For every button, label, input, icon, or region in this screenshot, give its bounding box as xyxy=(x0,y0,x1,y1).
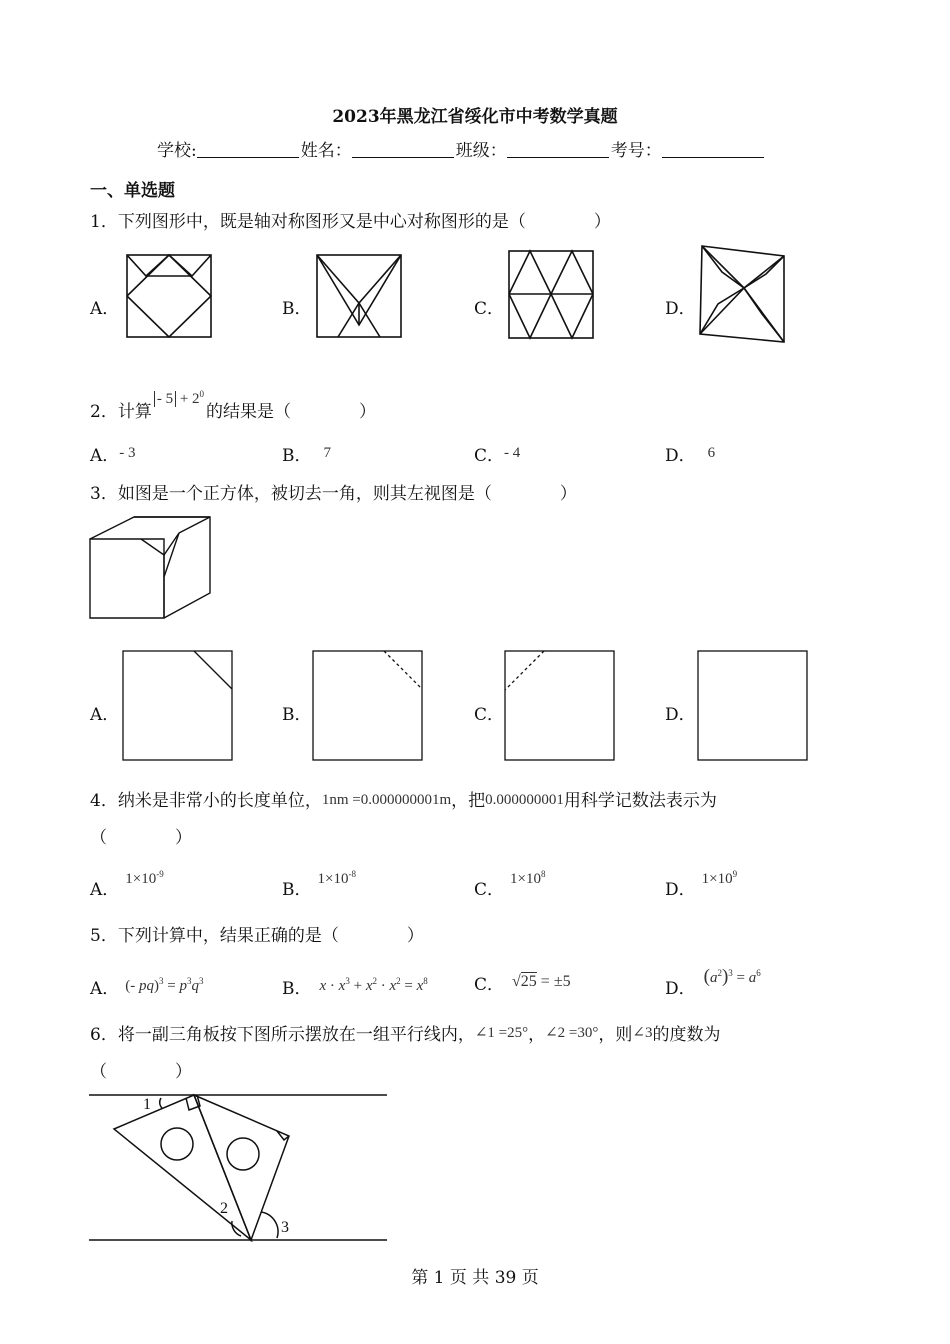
q4-option-a-label: A． xyxy=(90,880,120,900)
q2-option-a-label: A． xyxy=(90,446,120,466)
q6-angle-3: ∠3 xyxy=(632,1025,653,1041)
q4-option-b-value xyxy=(318,871,356,887)
q2-option-b[interactable] xyxy=(282,445,331,468)
question-4 xyxy=(90,790,717,813)
exam-no-blank[interactable] xyxy=(662,142,764,158)
q6-circle-1 xyxy=(161,1128,193,1160)
exam-no-label: 考号： xyxy=(610,141,662,161)
q5-option-a-formula: (- $pq)^3 = p^3q^3$ xyxy=(125,976,204,994)
q3-cut-edge xyxy=(164,533,179,618)
q1a-diamond xyxy=(127,255,211,337)
q4-option-c[interactable] xyxy=(474,869,546,902)
q4-post: 用科学记数法表示为 xyxy=(563,791,717,811)
class-blank[interactable] xyxy=(507,142,609,158)
q6-number: 6． xyxy=(90,1025,118,1045)
q3-text: 如图是一个正方体，被切去一角，则其左视图是（ ） xyxy=(117,484,577,504)
q1-option-c-label[interactable]: C． xyxy=(474,299,505,319)
q5-option-c-formula: √25 = ±5 xyxy=(512,973,571,990)
q2-pre: 计算 xyxy=(117,402,152,422)
question-3 xyxy=(90,483,577,505)
q5-option-b-label: B． xyxy=(282,979,312,999)
q1a-square xyxy=(127,255,211,337)
q4-expression-2: 0.000000001 xyxy=(485,792,564,808)
q4b-exp: -8 xyxy=(348,869,356,879)
student-info-line xyxy=(157,140,766,162)
question-1 xyxy=(90,211,611,233)
q2-option-c-value: - 4 xyxy=(504,445,521,461)
q3-cube-figure xyxy=(89,515,213,621)
q1-option-d-label[interactable]: D． xyxy=(665,299,696,319)
q1c-top-triangles xyxy=(509,251,593,294)
q3a-cut-line xyxy=(194,651,232,689)
q5-option-d[interactable] xyxy=(665,966,761,1001)
q4-option-d-label: D． xyxy=(665,880,696,900)
q5-number: 5． xyxy=(90,926,118,946)
q4-option-d-value xyxy=(702,871,737,887)
q6-post: 的度数为 xyxy=(652,1025,721,1045)
q5-option-c[interactable] xyxy=(474,974,571,997)
q2-option-b-value: 7 xyxy=(323,445,331,461)
q2-post: 的结果是（ ） xyxy=(206,402,377,422)
q1-figure-c xyxy=(508,250,596,340)
q1-option-b-label[interactable]: B． xyxy=(282,299,312,319)
q2-option-d-value: 6 xyxy=(707,445,716,461)
name-label: 姓名： xyxy=(300,141,352,161)
q1d-arm2 xyxy=(700,288,784,342)
q2-plus-two: + 2 xyxy=(179,391,200,407)
q2-option-a[interactable] xyxy=(90,445,136,468)
q6-paren: （ ） xyxy=(90,1062,192,1082)
q6-circle-2 xyxy=(227,1138,259,1170)
q6-angle-1: ∠1 =25° xyxy=(474,1025,529,1041)
q2-number: 2． xyxy=(90,402,118,422)
q1c-bottom-triangles xyxy=(509,294,593,338)
q6-label-3: 3 xyxy=(281,1219,289,1236)
question-2 xyxy=(90,389,377,424)
q1-figure-a xyxy=(125,253,215,341)
q5-option-a-label: A． xyxy=(90,979,120,999)
q3-option-a-label[interactable]: A． xyxy=(90,705,120,725)
q4d-exp: 9 xyxy=(732,869,738,879)
q2-exponent: 0 xyxy=(199,389,205,399)
q1-figure-d xyxy=(698,244,788,344)
q3-option-b-label[interactable]: B． xyxy=(282,705,312,725)
q4-expression-1: 1nm =0.000000001m xyxy=(321,792,452,808)
q6-mid: ，则 xyxy=(598,1025,633,1045)
q3a-square xyxy=(123,651,232,760)
q4-option-c-value xyxy=(510,871,545,887)
q6-angle-2: ∠2 =30° xyxy=(545,1025,599,1041)
q2-abs-value: - 5 xyxy=(154,391,176,407)
q4a-base: 1×10 xyxy=(125,871,157,887)
q3d-square xyxy=(698,651,807,760)
q4-option-d[interactable] xyxy=(665,869,738,902)
q1d-arm1 xyxy=(702,246,784,288)
q4-number: 4． xyxy=(90,791,118,811)
q3b-square xyxy=(313,651,422,760)
q4d-base: 1×10 xyxy=(701,871,733,887)
q4-pre: 纳米是非常小的长度单位， xyxy=(117,791,322,811)
question-6 xyxy=(90,1024,720,1047)
school-label: 学校: xyxy=(157,141,197,161)
q1-option-a-label[interactable]: A． xyxy=(90,299,120,319)
q3-option-c-label[interactable]: C． xyxy=(474,705,505,725)
q3-cut-top xyxy=(179,517,210,533)
q6-angle-arc-3 xyxy=(261,1212,278,1238)
q4-paren: （ ） xyxy=(90,828,192,848)
section-heading: 一、单选题 xyxy=(90,181,175,201)
q5-option-d-formula: $(a^2)^3 = a^6$ xyxy=(703,966,761,987)
q4b-base: 1×10 xyxy=(317,871,349,887)
q5-option-a[interactable] xyxy=(90,974,204,1001)
q6-angle-arc-1 xyxy=(160,1098,162,1108)
q3c-square xyxy=(505,651,614,760)
q3b-dashed-cut xyxy=(384,651,422,689)
q2-option-c[interactable] xyxy=(474,445,520,468)
q2-expression xyxy=(152,391,206,407)
q2-option-b-label: B． xyxy=(282,446,312,466)
q5-option-b-formula: $x \cdot x^3 + x^2 \cdot x^2 = x^8$ xyxy=(319,976,428,994)
q6-label-2: 2 xyxy=(220,1200,228,1217)
q3-figure-a xyxy=(122,650,234,762)
q2-option-a-value: - 3 xyxy=(119,445,136,461)
q3-figure-b xyxy=(312,650,424,762)
name-blank[interactable] xyxy=(352,142,454,158)
q3-number: 3． xyxy=(90,484,118,504)
q2-option-d-label: D． xyxy=(665,446,696,466)
q5-option-c-label: C． xyxy=(474,975,505,995)
q4-option-b[interactable] xyxy=(282,869,356,902)
q6-pre: 将一副三角板按下图所示摆放在一组平行线内， xyxy=(117,1025,475,1045)
q3-figure-c xyxy=(504,650,616,762)
q1b-v-inner xyxy=(317,255,401,303)
q3-option-d-label[interactable]: D． xyxy=(665,705,696,725)
q2-option-d[interactable] xyxy=(665,445,715,468)
q5-option-b[interactable] xyxy=(282,974,428,1001)
q4-option-c-label: C． xyxy=(474,880,505,900)
q4-option-a-value xyxy=(125,871,163,887)
q3c-dashed-cut xyxy=(505,651,544,690)
class-label: 班级： xyxy=(455,141,507,161)
q4-mid: ，把 xyxy=(451,791,486,811)
q2-option-c-label: C． xyxy=(474,446,505,466)
q3-cube-outline xyxy=(90,517,210,618)
q3-figure-d xyxy=(697,650,809,762)
q5-text: 下列计算中，结果正确的是（ ） xyxy=(117,926,424,946)
q4a-exp: -9 xyxy=(156,869,164,879)
q5-option-d-label: D． xyxy=(665,979,696,999)
page-title: 2023年黑龙江省绥化市中考数学真题 xyxy=(332,107,618,127)
q6-triangle-1 xyxy=(114,1095,251,1240)
q3-front-face xyxy=(90,539,164,618)
q1-text: 下列图形中，既是轴对称图形又是中心对称图形的是（ ） xyxy=(117,212,611,232)
q4c-exp: 8 xyxy=(540,869,546,879)
q1-figure-b xyxy=(316,253,404,341)
question-5 xyxy=(90,925,424,947)
school-blank[interactable] xyxy=(197,142,299,158)
q4c-base: 1×10 xyxy=(510,871,541,887)
q4-option-b-label: B． xyxy=(282,880,312,900)
q4-option-a[interactable] xyxy=(90,869,164,902)
q1-number: 1． xyxy=(90,212,118,232)
q6-label-1: 1 xyxy=(143,1096,151,1113)
q6-triangle-2 xyxy=(194,1095,289,1240)
q1a-top-zigzag xyxy=(127,255,211,276)
q6-sep: ， xyxy=(528,1025,546,1045)
page-footer: 第 1 页 共 39 页 xyxy=(411,1268,539,1288)
q6-triangle-figure xyxy=(89,1088,389,1248)
